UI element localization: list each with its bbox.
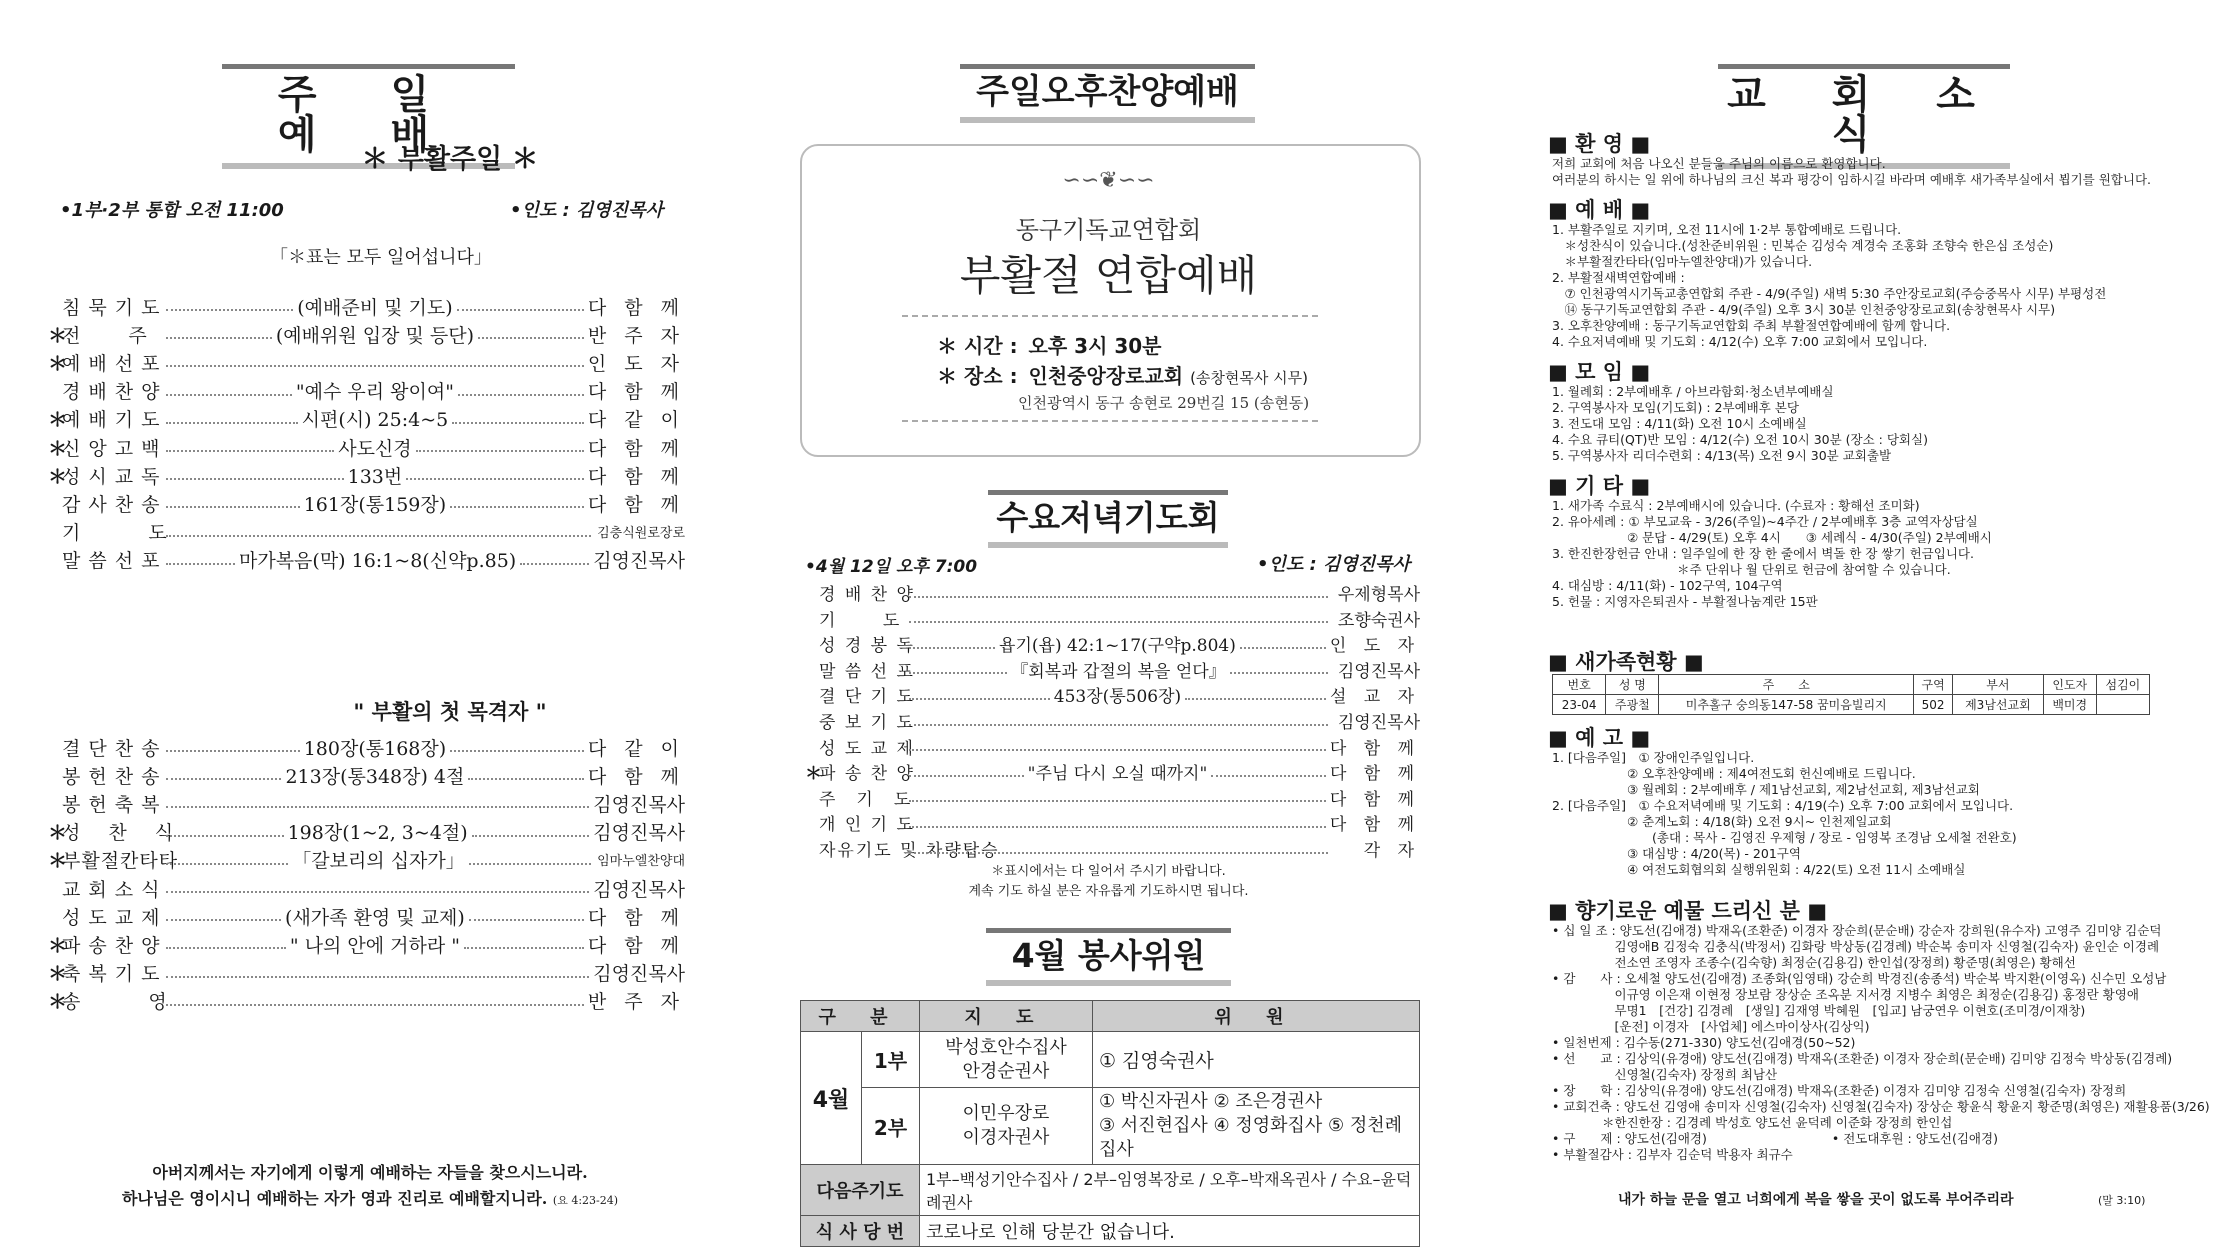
dot-leader [909,852,1328,854]
union-name: 동구기독교연합회 [1015,216,1202,244]
order-item-person: 다 함 께 [1329,738,1420,759]
news-line: 2. 구역봉사자 모임(기도회) : 2부예배후 본당 [1552,400,1799,415]
news-line: ③ 월례회 : 2부예배후 / 제1남선교회, 제2남선교회, 제3남선교회 [1552,782,1980,797]
order-item-person: 다 함 께 [587,906,685,929]
order-row [48,957,685,989]
order-item-name: 경 배 찬 양 [62,381,161,404]
order-row [48,318,685,350]
order-item-person: 김영진목사 [593,550,686,573]
new-family-cell [2096,695,2149,715]
dot-leader [1185,698,1326,700]
dot-leader [520,563,589,565]
new-family-cell: 23-04 [1553,695,1606,715]
news-line: 3. 한진한장헌금 안내 : 일주일에 한 장 한 줄에서 벽돌 한 장 쌓기 헌금입니다. [1552,546,1974,561]
closing-verse: 내가 하늘 문을 열고 너희에게 복을 쌓을 곳이 없도록 부어주리라 [1618,1192,2014,1208]
order-item-name: 경 배 찬 양 [819,585,915,605]
news-line: 5. 헌물 : 지영자은퇴권사 - 부활절나눔계란 15판 [1552,594,1818,609]
order-row [805,631,1420,656]
new-family-col-header: 번호 [1553,675,1606,695]
servant-part-1: 1부 [862,1032,920,1088]
guide-name: 안경순권사 [962,1060,1050,1082]
order-item-person: 반 주 자 [587,991,685,1014]
time-value: 오후 3시 30분 [1028,334,1162,358]
news-line: ④ 여전도회협의회 실행위원회 : 4/22(토) 오전 11시 소예배실 [1552,862,1966,877]
order-item-detail: 198장(1~2, 3~4절) [287,822,468,845]
order-item-detail: 『회복과 갑절의 복을 얻다』 [1011,661,1226,682]
new-family-col-header: 주 소 [1659,675,1914,695]
order-row [48,731,685,763]
order-item-name: 침 묵 기 도 [62,296,161,319]
new-family-cell: 주광철 [1606,695,1659,715]
order-item-person: 다 함 께 [587,493,686,516]
servant-members-2 [1092,1088,1419,1165]
order-item-name: 봉 헌 축 복 [62,793,161,816]
order-row [48,844,685,876]
order-item-detail: 180장(통168장) [303,737,447,760]
place-value: 인천중앙장로교회 [1028,364,1184,388]
new-family-col-header: 구역 [1914,675,1953,695]
new-family-col-header: 인도자 [2043,675,2096,695]
standing-note: 「＊표는 모두 일어섭니다」 [270,247,492,268]
dot-leader [406,478,584,480]
servant-month: 4월 [801,1032,862,1165]
order-item-detail: 161장(통159장) [303,493,447,516]
members-line: ① 박신자권사 ② 조은경권사 [1098,1091,1323,1112]
new-family-table [1552,674,2150,715]
section-heading: ■ 예 배 ■ [1548,198,1651,222]
news-line: 2. 부활절새벽연합예배 : [1552,270,1685,285]
order-item-name: 축 복 기 도 [62,963,161,986]
order-item-name: 말 씀 선 포 [62,550,161,573]
order-row [805,708,1420,733]
order-item-name: 봉 헌 찬 송 [62,765,161,788]
stand-mark: ＊ [48,991,68,1014]
order-item-name: 교 회 소 식 [62,878,161,901]
members-line: ③ 서진현집사 ④ 정영화집사 ⑤ 정천례집사 [1098,1115,1402,1160]
dot-leader [469,919,584,921]
news-line: • 교회건축 : 양도선 김영애 송미자 신영철(김숙자) 신영철(김숙자) 장상순 황윤식 황윤지 황준명(최영은) 재활용품(3/26) [1552,1099,2210,1114]
dot-leader [166,563,235,565]
new-family-cell: 미추홀구 숭의동147-58 꿈미음빌리지 [1659,695,1914,715]
easter-subtitle: ＊ 부활주일 ＊ [361,144,539,175]
stand-mark: ＊ [48,822,68,845]
order-item-person: 김영진목사 [593,963,685,986]
order-item-person: 다 함 께 [1329,815,1420,836]
closing-verse-line1: 아버지께서는 자기에게 이렇게 예배하는 자들을 찾으시느니라. [152,1163,588,1182]
order-item-name: 성 경 봉 독 [819,636,915,657]
dot-leader [472,835,590,837]
news-line: ＊주 단위나 월 단위로 헌금에 참여할 수 있습니다. [1552,562,1951,577]
place-note: (송창현목사 시무) [1190,369,1308,387]
order-item-name: 예 배 선 포 [62,352,161,375]
order-row [805,810,1420,835]
dot-leader [166,976,589,978]
stand-mark: ＊ [48,324,68,347]
order-row [805,759,1420,784]
closing-verse-ref: (말 3:10) [2098,1194,2146,1207]
order-row [48,816,685,848]
order-item-name: 파 송 찬 양 [62,934,161,957]
order-row [48,985,685,1017]
order-row [805,836,1420,861]
new-family-col-header: 부서 [1953,675,2044,695]
order-item-person: 다 같 이 [587,409,686,432]
servant-part-2: 2부 [862,1088,920,1165]
order-item-name: 파 송 찬 양 [819,764,915,785]
order-item-name: 결 단 찬 송 [62,737,161,760]
order-item-name: 성 도 교 제 [62,906,161,929]
servant-guide-1 [919,1032,1092,1088]
section-heading: ■ 모 임 ■ [1548,360,1651,384]
news-line: • 구 제 : 양도선(김애경) • 전도대후원 : 양도선(김애경) [1552,1131,1998,1146]
event-title: 부활절 연합예배 [959,251,1258,300]
guide-name: 이민우장로 [962,1103,1050,1124]
news-line: 3. 전도대 모임 : 4/11(화) 오전 10시 소예배실 [1552,416,1807,431]
order-item-person: 다 함 께 [1329,764,1421,785]
wednesday-time: •4월 12일 오후 7:00 [805,557,978,577]
order-row [48,544,685,576]
dot-leader [166,891,589,893]
order-item-name: 말 씀 선 포 [819,661,915,682]
dot-leader [450,750,584,752]
order-item-detail: 욥기(욥) 42:1~17(구약p.804) [999,636,1236,657]
dot-leader [166,506,300,508]
dot-leader [166,750,300,752]
order-item-name: 송 영 [62,991,168,1014]
order-row [48,346,685,378]
news-line: ⑭ 동구기독교연합회 주관 - 4/9(주일) 오후 3시 30분 인천중앙장로교회(송창현목사 시무) [1552,302,2056,317]
dot-leader [457,309,584,311]
order-item-person: 김영진목사 [593,793,685,816]
order-item-person: 임마누엘찬양대 [597,854,685,870]
news-line: (총대 : 목사 - 김영진 우제형 / 장로 - 임영복 조경남 오세철 전완호) [1552,830,2017,845]
dot-leader [909,800,1326,802]
dot-leader [909,698,1050,700]
order-item-detail: (새가족 환영 및 교제) [285,906,465,929]
order-row [48,900,685,932]
order-item-person: 다 함 께 [587,465,685,488]
order-row [805,734,1420,759]
order-item-name: 자유기도 및 차량탑승 [819,841,1000,861]
page-title-sunday-worship: 주 일 예 배 [222,64,515,169]
section-heading: ■ 기 타 ■ [1548,474,1651,498]
order-item-person: 인 도 자 [587,352,685,375]
news-line: 4. 수요저녁예배 및 기도회 : 4/12(수) 오후 7:00 교회에서 모입니다. [1552,334,1928,349]
order-item-name: 기 도 [62,522,168,545]
new-family-cell: 백미경 [2043,695,2096,715]
stand-mark: ＊ [48,850,68,873]
news-line: 1. [다음주일] ① 장애인주일입니다. [1552,750,1755,765]
event-divider-bottom [902,420,1318,422]
stand-mark: ＊ [48,437,68,460]
news-line: 1. 월례회 : 2부예배후 / 아브라함회·청소년부예배실 [1552,384,1834,399]
news-line: ＊한진한장 : 김경례 박성호 양도선 윤덕례 이준화 장정희 한인섭 [1552,1115,1953,1130]
dot-leader [452,422,584,424]
dot-leader [1230,672,1328,674]
dot-leader [166,806,589,808]
order-row [805,580,1420,605]
news-line: 1. 새가족 수료식 : 2부예배시에 있습니다. (수료자 : 황해선 조미화) [1552,498,1920,513]
new-family-row [1553,695,2150,715]
order-item-person: 다 함 께 [587,437,686,460]
stand-mark: ＊ [48,465,68,488]
worship-time: •1부·2부 통합 오전 11:00 [60,200,284,221]
news-line: • 장 학 : 김상익(유경애) 양도선(김애경) 박재옥(조환준) 이경자 김미양 김정숙 신영철(김숙자) 장정희 [1552,1083,2127,1098]
new-family-cell: 제3남선교회 [1953,695,2044,715]
order-item-name: 전 주 [62,324,148,347]
order-item-name: 개 인 기 도 [819,815,915,836]
order-item-person: 설 교 자 [1329,687,1421,708]
dot-leader [166,394,292,396]
new-family-col-header: 성 명 [1606,675,1659,695]
wednesday-prayer-title: 수요저녁기도회 [988,490,1228,548]
dot-leader [166,778,281,780]
news-line: 이규영 이은재 이현정 장보람 장상순 조옥분 지서경 지병수 최영은 최정순(김용김) 홍정란 황영애 [1552,987,2139,1002]
closing-verse-text: 하나님은 영이시니 예배하는 자가 영과 진리로 예배할지니라. [121,1189,548,1208]
news-line: ③ 대심방 : 4/20(목) - 201구역 [1552,846,1801,861]
news-line: 여러분의 하시는 일 위에 하나님의 크신 복과 평강이 임하시길 바라며 예배후 새가족부실에서 뵙기를 원합니다. [1552,172,2152,187]
time-label: ＊ 시간 : [937,334,1018,358]
order-item-detail: (예배준비 및 기도) [297,296,453,319]
dot-leader [166,309,293,311]
dot-leader [166,1004,584,1006]
order-item-detail: 「갈보리의 십자가」 [292,850,465,873]
stand-mark: ＊ [48,409,68,432]
order-item-person: 다 함 께 [587,296,686,319]
servant-members-1: ① 김영숙권사 [1092,1032,1419,1088]
dot-leader [468,778,583,780]
order-item-detail: 사도신경 [338,437,412,460]
order-item-name: 성 도 교 제 [819,738,915,759]
stand-mark: ＊ [48,934,68,957]
next-prayer-value: 1부–백성기안수집사 / 2부–임영복장로 / 오후–박재옥권사 / 수요–윤덕례권사 [919,1165,1419,1216]
order-item-person: 다 같 이 [587,737,686,760]
afternoon-service-title: 주일오후찬양예배 [960,64,1255,123]
news-line: • 선 교 : 김상익(유경애) 양도선(김애경) 박재옥(조환준) 이경자 장순희(문순배) 김미양 김정숙 박상동(김경례) [1552,1051,2173,1066]
order-item-detail: 453장(통506장) [1053,687,1182,708]
order-item-name: 결 단 기 도 [819,687,915,708]
news-line: 3. 오후찬양예배 : 동구기독교연합회 주최 부활절연합예배에 함께 합니다. [1552,318,1951,333]
dot-leader [416,450,584,452]
event-divider [902,315,1318,317]
header-guide: 지 도 [919,1001,1092,1032]
news-line: • 부활절감사 : 김부자 김순덕 박용자 최규수 [1552,1147,1793,1162]
order-item-detail: 마가복음(막) 16:1~8(신약p.85) [239,550,517,573]
dot-leader [478,337,584,339]
order-row [48,290,685,322]
dot-leader [909,749,1326,751]
dot-leader [909,775,1024,777]
stand-mark: ＊ [48,963,68,986]
dot-leader [469,863,591,865]
news-line: ② 춘계노회 : 4/18(화) 오전 9시~ 인천제일교회 [1552,814,1892,829]
news-line: 2. 유아세례 : ① 부모교육 - 3/26(주일)~4주간 / 2부예배후 3층 교역자상담실 [1552,514,1978,529]
closing-verse-ref: (요 4:23-24) [552,1194,619,1207]
order-item-person: 다 함 께 [587,381,686,404]
order-item-detail: "예수 우리 왕이여" [295,381,454,404]
event-place [937,360,1308,389]
order-item-person: 우제형목사 [1337,585,1420,605]
news-line: [운전] 이경자 [사업체] 에스마이상사(김상익) [1552,1019,1870,1034]
news-line: ② 오후찬양예배 : 제4여전도회 헌신예배로 드립니다. [1552,766,1916,781]
dot-leader [166,478,344,480]
order-item-name: 감 사 찬 송 [62,493,161,516]
dot-leader [166,422,298,424]
news-line: 2. [다음주일] ① 수요저녁예배 및 기도회 : 4/19(수) 오후 7:00 교회에서 모입니다. [1552,798,2014,813]
dot-leader [166,535,591,537]
order-row [48,375,685,407]
dot-leader [450,506,584,508]
news-line: 저희 교회에 처음 나오신 분들을 주님의 이름으로 환영합니다. [1552,156,1886,171]
dot-leader [166,365,584,367]
sermon-title: " 부활의 첫 목격자 " [353,700,547,724]
dot-leader [464,947,584,949]
april-servants-title: 4월 봉사위원 [986,928,1231,986]
dot-leader [1211,775,1326,777]
order-row [805,606,1420,631]
order-item-name: 주 기 도 [819,789,913,810]
news-line: 1. 부활주일로 지키며, 오전 11시에 1·2부 통합예배로 드립니다. [1552,222,1902,237]
ornament: ∽∽❦∽∽ [1062,168,1155,193]
dot-leader [166,337,272,339]
news-line: ＊부활절칸타타(임마누엘찬양대)가 있습니다. [1552,254,1813,269]
next-prayer-label: 다음주기도 [801,1165,920,1216]
guide-name: 이경자권사 [962,1127,1050,1148]
section-heading: ■ 새가족현황 ■ [1548,650,1704,674]
dot-leader [458,394,584,396]
section-heading: ■ 환 영 ■ [1548,132,1651,156]
news-line: • 십 일 조 : 양도선(김애경) 박재옥(조환준) 이경자 장순희(문순배) 강순자 강희원(유수자) 고영주 김미양 김순덕 [1552,923,2162,938]
dot-leader [909,647,995,649]
dot-leader [166,835,284,837]
order-row [48,431,685,463]
news-line: ⑦ 인천광역시기독교총연합회 주관 - 4/9(주일) 새벽 5:30 주안장로교회(주승중목사 시무) 부평성전 [1552,286,2107,301]
order-item-name: 신 앙 고 백 [62,437,161,460]
order-item-detail: "주님 다시 오실 때까지" [1027,764,1208,785]
event-address: 인천광역시 동구 송현로 29번길 15 (송현동) [1018,394,1310,412]
order-item-name: 중 보 기 도 [819,713,915,733]
dot-leader [909,826,1326,828]
section-heading: ■ 예 고 ■ [1548,726,1651,750]
news-line: 5. 구역봉사자 리더수련회 : 4/13(목) 오전 9시 30분 교회출발 [1552,448,1892,463]
dot-leader [909,672,1007,674]
event-time [937,330,1162,359]
news-line: 무명1 [건강] 김경례 [생일] 김재영 박혜원 [입교] 남궁연우 이현호(조미경/이재창) [1552,1003,2086,1018]
order-row [48,928,685,960]
order-row [805,657,1420,682]
news-line: 4. 수요 큐티(QT)반 모임 : 4/12(수) 오전 10시 30분 (장소 : 당회실) [1552,432,1928,447]
servant-table [800,1000,1420,1247]
dot-leader [909,596,1328,598]
news-line: 전소연 조영자 조종수(김숙향) 최정순(김용김) 한인섭(장정희) 황준명(최영은) 황해선 [1552,955,2076,970]
dot-leader [166,863,288,865]
dot-leader [909,621,1328,623]
meal-duty-label: 식 사 당 번 [801,1216,920,1247]
header-members: 위 원 [1092,1001,1419,1032]
news-line: ② 문답 - 4/29(토) 오후 4시 ③ 세례식 - 4/30(주일) 2부예배시 [1552,530,1992,545]
order-row [48,872,685,904]
header-category: 구 분 [801,1001,920,1032]
order-item-person: 김영진목사 [1337,661,1420,682]
church-news-title: 교 회 소 식 [1718,64,2010,169]
order-item-detail: (예배위원 입장 및 등단) [275,324,474,347]
order-item-person: 조향숙권사 [1337,610,1420,631]
dot-leader [166,919,281,921]
order-row [48,759,685,791]
order-item-person: 김영진목사 [1337,713,1420,733]
wednesday-note1: ＊표시에서는 다 일어서 주시기 바랍니다. [991,864,1226,879]
news-line: 김영애B 김정숙 김충식(박정서) 김화랑 박상동(김경례) 박순복 송미자 신영철(김숙자) 윤인순 이경례 [1552,939,2160,954]
order-row [805,785,1420,810]
order-item-person: 김영진목사 [593,878,685,901]
dot-leader [909,724,1328,726]
order-row [48,459,685,491]
order-item-person: 다 함 께 [587,765,685,788]
order-item-detail: " 나의 안에 거하라 " [289,934,460,957]
order-item-name: 부활절칸타타 [62,850,179,873]
news-line: 4. 대심방 : 4/11(화) - 102구역, 104구역 [1552,578,1783,593]
order-item-person: 다 함 께 [587,934,685,957]
dot-leader [166,947,286,949]
news-line: ＊성찬식이 있습니다.(성찬준비위원 : 민복순 김성숙 계경숙 조홍화 조향숙 한은심 조성순) [1552,238,2054,253]
order-item-detail: 133번 [347,465,403,488]
wednesday-leader: •인도 : 김영진목사 [1257,554,1410,575]
new-family-col-header: 섬김이 [2096,675,2149,695]
wednesday-note2: 계속 기도 하실 분은 자유롭게 기도하시면 됩니다. [968,884,1249,899]
dot-leader [166,450,334,452]
news-line: • 감 사 : 오세철 양도선(김애경) 조종화(임영태) 강순희 박경진(송종석) 박순복 박지환(이영옥) 신수민 오성남 [1552,971,2167,986]
order-item-name: 예 배 기 도 [62,409,161,432]
dot-leader [1240,647,1326,649]
order-item-name: 기 도 [819,610,902,631]
order-item-person: 김충식원로장로 [597,526,685,542]
order-row [48,516,685,548]
order-item-person: 각 자 [1363,841,1420,861]
order-item-name: 성 시 교 독 [62,465,161,488]
order-row [805,682,1420,707]
order-item-person: 반 주 자 [587,324,686,347]
closing-verse-line2 [60,1186,680,1209]
meal-duty-value: 코로나로 인해 당분간 없습니다. [919,1216,1419,1247]
order-item-person: 다 함 께 [1329,789,1420,810]
servant-guide-2 [919,1088,1092,1165]
new-family-header [1553,675,2150,695]
order-row [48,487,685,519]
order-item-detail: 213장(통348장) 4절 [285,765,465,788]
order-row [48,403,685,435]
order-row [48,787,685,819]
order-item-detail: 시편(시) 25:4~5 [301,409,449,432]
order-item-name: 성 찬 식 [62,822,175,845]
stand-mark: ＊ [48,352,68,375]
worship-leader: •인도 : 김영진목사 [510,200,663,221]
new-family-cell: 502 [1914,695,1953,715]
guide-name: 박성호안수집사 [945,1036,1067,1058]
news-line: • 일천번제 : 김수동(271-330) 양도선(김애경(50~52) [1552,1035,1856,1050]
section-heading: ■ 향기로운 예물 드리신 분 ■ [1548,899,1828,923]
order-item-person: 김영진목사 [593,822,686,845]
place-label: ＊ 장소 : [937,364,1018,388]
stand-mark: ＊ [805,764,822,785]
news-line: 신영철(김숙자) 장정희 최남산 [1552,1067,1778,1082]
order-item-person: 인 도 자 [1329,636,1420,657]
